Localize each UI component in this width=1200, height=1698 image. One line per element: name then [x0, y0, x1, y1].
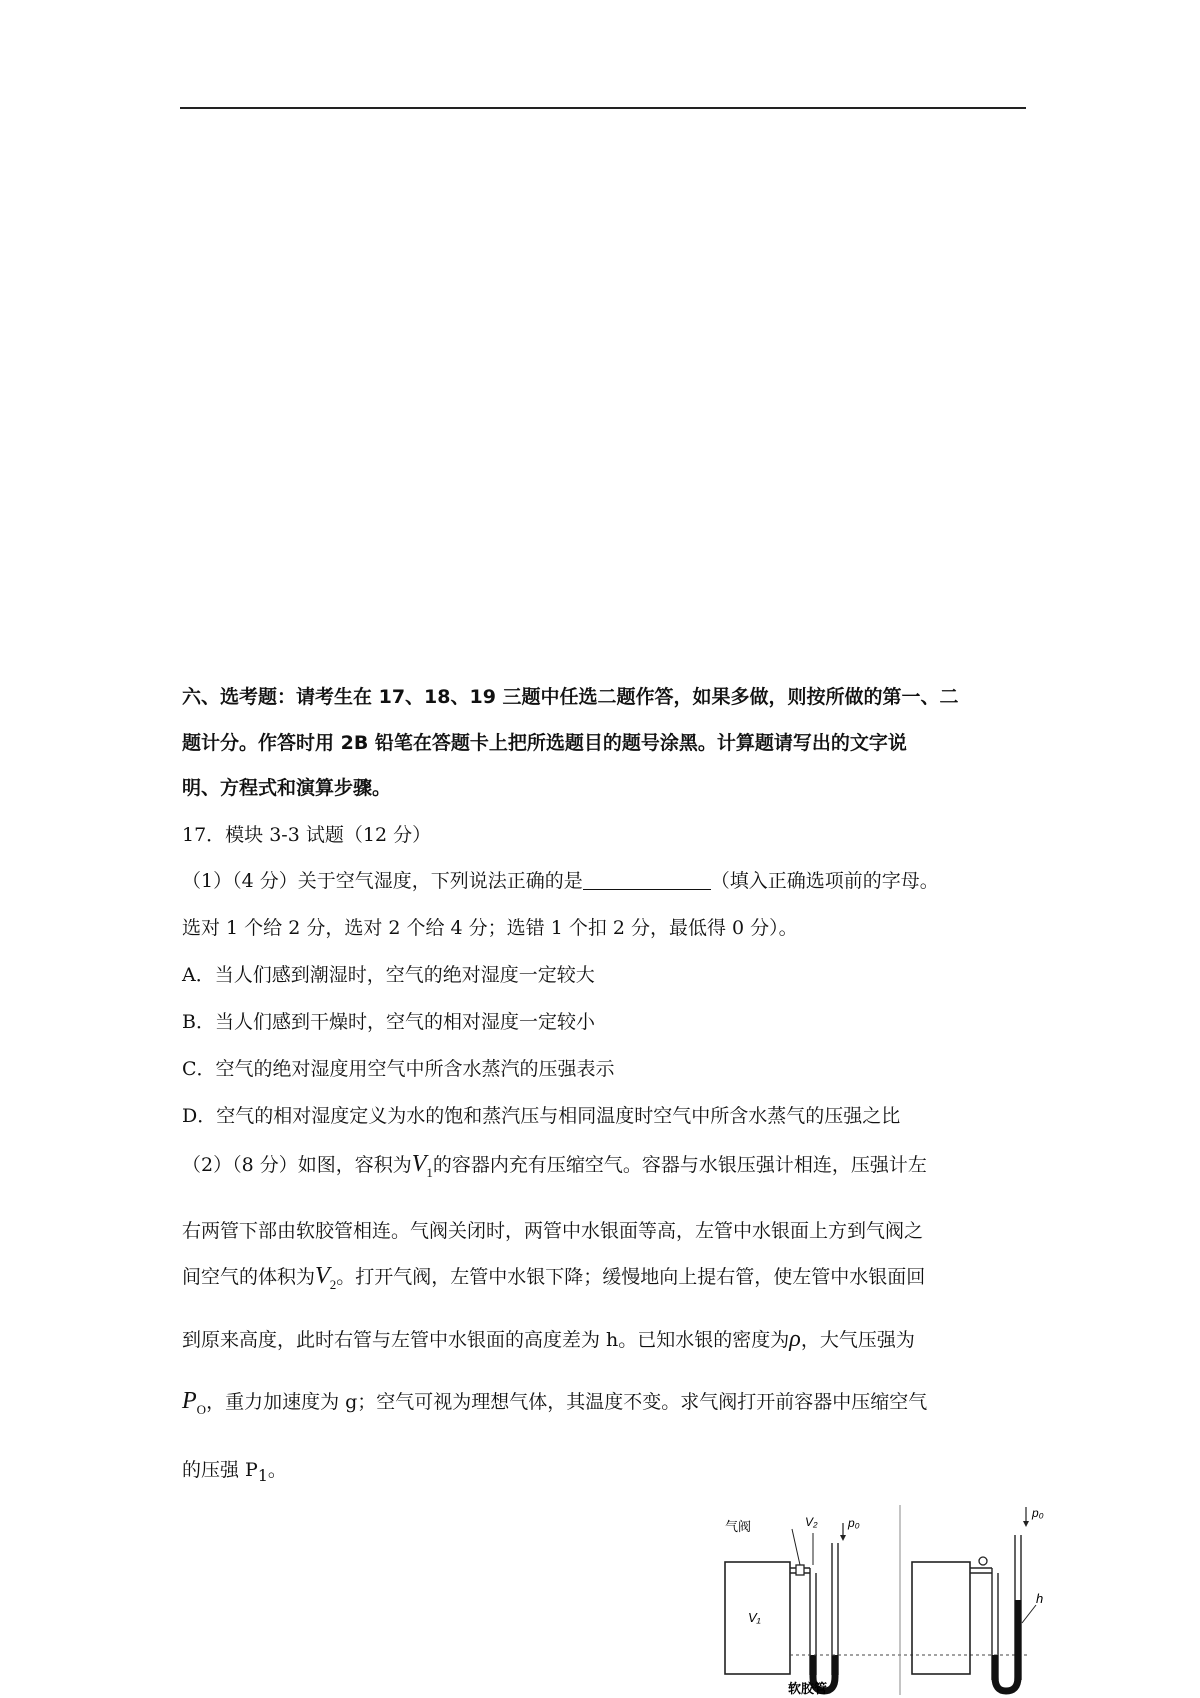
- part2-line1: （2）（8 分）如图，容积为$V_1$的容器内充有压缩空气。容器与水银压强计相连，压强计左: [182, 1151, 927, 1180]
- part2-line2: 右两管下部由软胶管相连。气阀关闭时，两管中水银面等高，左管中水银面上方到气阀之: [182, 1220, 924, 1242]
- option-d: D．空气的相对湿度定义为水的饱和蒸汽压与相同温度时空气中所含水蒸气的压强之比: [182, 1105, 901, 1127]
- part2-line3: 间空气的体积为$V_2$。打开气阀，左管中水银下降；缓慢地向上提右管，使左管中水银面回: [182, 1263, 926, 1292]
- section-instructions-line2: 题计分。作答时用 2B 铅笔在答题卡上把所选题目的题号涂黑。计算题请写出的文字说: [182, 732, 907, 754]
- v1-label: V₁: [748, 1610, 761, 1625]
- option-c: C．空气的绝对湿度用空气中所含水蒸汽的压强表示: [182, 1058, 615, 1080]
- v2-label: V₂: [805, 1515, 818, 1529]
- section-instructions-line1: 六、选考题：请考生在 17、18、19 三题中任选二题作答，如果多做，则按所做的第一、二: [182, 686, 959, 708]
- p0-label-right: p₀: [1032, 1506, 1044, 1520]
- open-valve-icon: [979, 1557, 987, 1565]
- math-p0: $P_O$: [182, 1388, 207, 1417]
- valve-leader: [792, 1529, 800, 1565]
- option-a: A．当人们感到潮湿时，空气的绝对湿度一定较大: [182, 964, 595, 986]
- part1-tail: （填入正确选项前的字母。: [710, 870, 939, 892]
- question-17-part1-prompt: [182, 866, 939, 893]
- pressure-gauge-figure: [720, 1505, 1050, 1695]
- hose-label: 软胶管: [788, 1681, 828, 1695]
- valve-label: 气阀: [725, 1519, 752, 1534]
- question-17-title: 17．模块 3-3 试题（12 分）: [182, 824, 432, 846]
- header-rule: [180, 107, 1026, 109]
- question-17-part1-scoring: 选对 1 个给 2 分，选对 2 个给 4 分；选错 1 个扣 2 分，最低得 0 分）。: [182, 917, 798, 939]
- h-label: h: [1036, 1591, 1044, 1606]
- math-v1: $V_1$: [411, 1151, 433, 1180]
- option-b: B．当人们感到干燥时，空气的相对湿度一定较小: [182, 1011, 595, 1033]
- part2-line5: $P_O$，重力加速度为 g；空气可视为理想气体，其温度不变。求气阀打开前容器中压缩空气: [182, 1388, 928, 1417]
- container-v1-right: [912, 1562, 970, 1674]
- part1-lead: （1）（4 分）关于空气湿度，下列说法正确的是: [182, 870, 583, 892]
- section-instructions-line3: 明、方程式和演算步骤。: [182, 777, 392, 799]
- math-rho: ρ: [789, 1326, 801, 1352]
- h-leader: [1022, 1605, 1036, 1623]
- part2-line4: 到原来高度，此时右管与左管中水银面的高度差为 h。已知水银的密度为ρ，大气压强为: [182, 1326, 915, 1352]
- valve-icon: [796, 1565, 804, 1575]
- math-v2: $V_2$: [315, 1263, 337, 1292]
- part2-line6: 的压强 $P_1$。: [182, 1459, 287, 1485]
- answer-blank[interactable]: [583, 871, 711, 890]
- p0-label-left: p₀: [848, 1516, 860, 1530]
